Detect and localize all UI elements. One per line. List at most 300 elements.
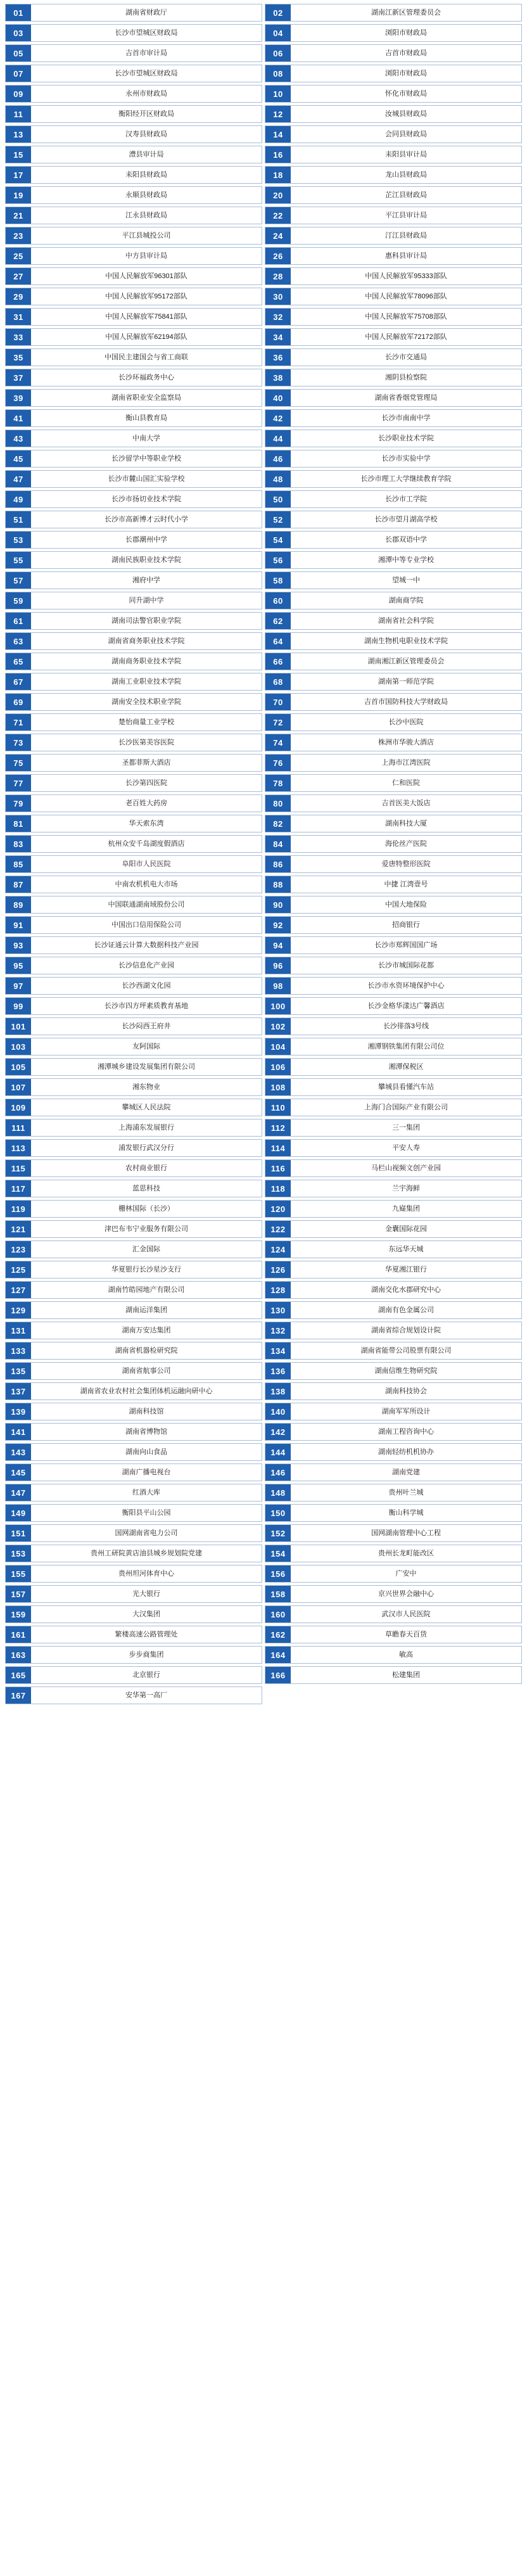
list-item-body[interactable] bbox=[265, 1240, 522, 1258]
list-item[interactable] bbox=[4, 1138, 264, 1158]
list-item-body[interactable] bbox=[5, 1139, 262, 1157]
list-item-body[interactable] bbox=[265, 409, 522, 427]
list-item-body[interactable] bbox=[265, 24, 522, 42]
list-item-body[interactable] bbox=[265, 4, 522, 22]
list-item-body[interactable] bbox=[265, 916, 522, 934]
list-item-body[interactable] bbox=[5, 1261, 262, 1278]
list-item[interactable] bbox=[264, 205, 523, 226]
list-item-body[interactable] bbox=[5, 1463, 262, 1481]
list-item[interactable] bbox=[264, 104, 523, 124]
list-item-body[interactable] bbox=[5, 1626, 262, 1643]
list-item[interactable] bbox=[4, 1118, 264, 1138]
list-item[interactable] bbox=[264, 1503, 523, 1523]
list-item-body[interactable] bbox=[5, 815, 262, 832]
list-item-body[interactable] bbox=[265, 125, 522, 143]
list-item[interactable] bbox=[264, 976, 523, 996]
list-item-body[interactable] bbox=[265, 166, 522, 184]
list-item-body[interactable] bbox=[265, 896, 522, 914]
list-item-body[interactable] bbox=[265, 855, 522, 873]
list-item-body[interactable] bbox=[5, 4, 262, 22]
list-item[interactable] bbox=[4, 226, 264, 246]
list-item-body[interactable] bbox=[5, 835, 262, 853]
list-item[interactable] bbox=[4, 895, 264, 915]
list-item-body[interactable] bbox=[5, 876, 262, 893]
list-item[interactable] bbox=[4, 266, 264, 286]
list-item[interactable] bbox=[4, 489, 264, 509]
list-item-body[interactable] bbox=[265, 1159, 522, 1177]
list-item[interactable] bbox=[264, 165, 523, 185]
list-item-body[interactable] bbox=[5, 288, 262, 305]
list-item[interactable] bbox=[264, 1381, 523, 1401]
list-item[interactable] bbox=[4, 1624, 264, 1645]
list-item-body[interactable] bbox=[5, 348, 262, 366]
list-item-body[interactable] bbox=[265, 551, 522, 569]
list-item-body[interactable] bbox=[265, 430, 522, 447]
list-item[interactable] bbox=[264, 1523, 523, 1543]
list-item[interactable] bbox=[264, 915, 523, 935]
list-item[interactable] bbox=[264, 1624, 523, 1645]
list-item-body[interactable] bbox=[265, 612, 522, 630]
list-item-body[interactable] bbox=[265, 1362, 522, 1380]
list-item[interactable] bbox=[4, 712, 264, 732]
list-item-body[interactable] bbox=[265, 1322, 522, 1339]
list-item[interactable] bbox=[264, 1422, 523, 1442]
list-item-body[interactable] bbox=[5, 1504, 262, 1522]
list-item[interactable] bbox=[264, 347, 523, 367]
list-item-body[interactable] bbox=[5, 1240, 262, 1258]
list-item-body[interactable] bbox=[265, 673, 522, 691]
list-item-body[interactable] bbox=[5, 1301, 262, 1319]
list-item[interactable] bbox=[264, 672, 523, 692]
list-item[interactable] bbox=[264, 1178, 523, 1199]
list-item-body[interactable] bbox=[5, 612, 262, 630]
list-item-body[interactable] bbox=[265, 1565, 522, 1583]
list-item-body[interactable] bbox=[5, 1443, 262, 1461]
list-item[interactable] bbox=[4, 1097, 264, 1118]
list-item-body[interactable] bbox=[5, 673, 262, 691]
list-item[interactable] bbox=[4, 428, 264, 449]
list-item-body[interactable] bbox=[265, 511, 522, 528]
list-item-body[interactable] bbox=[265, 105, 522, 123]
list-item[interactable] bbox=[4, 1016, 264, 1036]
list-item[interactable] bbox=[264, 367, 523, 388]
list-item[interactable] bbox=[264, 874, 523, 895]
list-item-body[interactable] bbox=[5, 1382, 262, 1400]
list-item-body[interactable] bbox=[5, 1099, 262, 1116]
list-item[interactable] bbox=[4, 3, 264, 23]
list-item[interactable] bbox=[264, 692, 523, 712]
list-item-body[interactable] bbox=[265, 85, 522, 103]
list-item-body[interactable] bbox=[5, 855, 262, 873]
list-item-body[interactable] bbox=[5, 1565, 262, 1583]
list-item[interactable] bbox=[4, 1503, 264, 1523]
list-item[interactable] bbox=[4, 1036, 264, 1057]
list-item[interactable] bbox=[264, 226, 523, 246]
list-item-body[interactable] bbox=[5, 1322, 262, 1339]
list-item[interactable] bbox=[4, 43, 264, 63]
list-item-body[interactable] bbox=[265, 1666, 522, 1684]
list-item-body[interactable] bbox=[265, 450, 522, 468]
list-item-body[interactable] bbox=[265, 186, 522, 204]
list-item-body[interactable] bbox=[5, 369, 262, 386]
list-item[interactable] bbox=[4, 955, 264, 976]
list-item[interactable] bbox=[264, 509, 523, 530]
list-item-body[interactable] bbox=[265, 571, 522, 589]
list-item[interactable] bbox=[4, 1685, 264, 1706]
list-item-body[interactable] bbox=[265, 348, 522, 366]
list-item[interactable] bbox=[4, 935, 264, 955]
list-item-body[interactable] bbox=[5, 957, 262, 974]
list-item-body[interactable] bbox=[5, 146, 262, 163]
list-item[interactable] bbox=[264, 1138, 523, 1158]
list-item-body[interactable] bbox=[5, 531, 262, 549]
list-item-body[interactable] bbox=[5, 85, 262, 103]
list-item-body[interactable] bbox=[5, 247, 262, 265]
list-item[interactable] bbox=[4, 63, 264, 84]
list-item-body[interactable] bbox=[5, 44, 262, 62]
list-item[interactable] bbox=[264, 408, 523, 428]
list-item[interactable] bbox=[264, 611, 523, 631]
list-item[interactable] bbox=[4, 672, 264, 692]
list-item[interactable] bbox=[264, 1442, 523, 1462]
list-item[interactable] bbox=[4, 976, 264, 996]
list-item[interactable] bbox=[264, 246, 523, 266]
list-item[interactable] bbox=[264, 1259, 523, 1280]
list-item-body[interactable] bbox=[265, 267, 522, 285]
list-item-body[interactable] bbox=[265, 1281, 522, 1299]
list-item-body[interactable] bbox=[5, 308, 262, 326]
list-item-body[interactable] bbox=[5, 1646, 262, 1664]
list-item-body[interactable] bbox=[265, 1058, 522, 1076]
list-item[interactable] bbox=[264, 1199, 523, 1219]
list-item[interactable] bbox=[264, 732, 523, 753]
list-item[interactable] bbox=[264, 955, 523, 976]
list-item[interactable] bbox=[264, 1016, 523, 1036]
list-item[interactable] bbox=[4, 732, 264, 753]
list-item[interactable] bbox=[4, 246, 264, 266]
list-item-body[interactable] bbox=[5, 734, 262, 751]
list-item[interactable] bbox=[4, 692, 264, 712]
list-item[interactable] bbox=[264, 1543, 523, 1564]
list-item-body[interactable] bbox=[5, 653, 262, 670]
list-item[interactable] bbox=[4, 205, 264, 226]
list-item-body[interactable] bbox=[265, 146, 522, 163]
list-item[interactable] bbox=[4, 449, 264, 469]
list-item[interactable] bbox=[4, 753, 264, 773]
list-item-body[interactable] bbox=[265, 369, 522, 386]
list-item-body[interactable] bbox=[265, 977, 522, 995]
list-item[interactable] bbox=[4, 1158, 264, 1178]
list-item[interactable] bbox=[264, 773, 523, 793]
list-item-body[interactable] bbox=[5, 1524, 262, 1542]
list-item[interactable] bbox=[4, 631, 264, 651]
list-item[interactable] bbox=[4, 570, 264, 590]
list-item[interactable] bbox=[264, 1239, 523, 1259]
list-item[interactable] bbox=[264, 530, 523, 550]
list-item[interactable] bbox=[264, 895, 523, 915]
list-item-body[interactable] bbox=[5, 592, 262, 609]
list-item[interactable] bbox=[264, 1401, 523, 1422]
list-item[interactable] bbox=[4, 854, 264, 874]
list-item[interactable] bbox=[4, 1442, 264, 1462]
list-item[interactable] bbox=[264, 124, 523, 144]
list-item-body[interactable] bbox=[265, 1504, 522, 1522]
list-item-body[interactable] bbox=[265, 1646, 522, 1664]
list-item[interactable] bbox=[264, 1584, 523, 1604]
list-item-body[interactable] bbox=[265, 1099, 522, 1116]
list-item[interactable] bbox=[4, 1422, 264, 1442]
list-item-body[interactable] bbox=[5, 125, 262, 143]
list-item-body[interactable] bbox=[265, 1038, 522, 1055]
list-item[interactable] bbox=[4, 550, 264, 570]
list-item[interactable] bbox=[264, 813, 523, 834]
list-item-body[interactable] bbox=[5, 430, 262, 447]
list-item-body[interactable] bbox=[5, 1078, 262, 1096]
list-item-body[interactable] bbox=[265, 1443, 522, 1461]
list-item-body[interactable] bbox=[5, 1180, 262, 1197]
list-item-body[interactable] bbox=[5, 1119, 262, 1137]
list-item[interactable] bbox=[4, 1665, 264, 1685]
list-item-body[interactable] bbox=[265, 1119, 522, 1137]
list-item-body[interactable] bbox=[5, 1362, 262, 1380]
list-item[interactable] bbox=[4, 530, 264, 550]
list-item-body[interactable] bbox=[265, 227, 522, 245]
list-item-body[interactable] bbox=[265, 936, 522, 954]
list-item[interactable] bbox=[264, 1665, 523, 1685]
list-item[interactable] bbox=[4, 367, 264, 388]
list-item-body[interactable] bbox=[5, 1403, 262, 1420]
list-item[interactable] bbox=[4, 1584, 264, 1604]
list-item-body[interactable] bbox=[265, 713, 522, 731]
list-item[interactable] bbox=[264, 935, 523, 955]
list-item-body[interactable] bbox=[265, 734, 522, 751]
list-item[interactable] bbox=[264, 1482, 523, 1503]
list-item-body[interactable] bbox=[5, 571, 262, 589]
list-item-body[interactable] bbox=[265, 693, 522, 711]
list-item[interactable] bbox=[4, 1645, 264, 1665]
list-item[interactable] bbox=[264, 1097, 523, 1118]
list-item-body[interactable] bbox=[5, 186, 262, 204]
list-item-body[interactable] bbox=[265, 957, 522, 974]
list-item-body[interactable] bbox=[265, 1220, 522, 1238]
list-item-body[interactable] bbox=[5, 1423, 262, 1441]
list-item[interactable] bbox=[4, 996, 264, 1016]
list-item-body[interactable] bbox=[5, 490, 262, 508]
list-item-body[interactable] bbox=[265, 1484, 522, 1502]
list-item-body[interactable] bbox=[5, 409, 262, 427]
list-item[interactable] bbox=[264, 1158, 523, 1178]
list-item[interactable] bbox=[264, 1036, 523, 1057]
list-item-body[interactable] bbox=[265, 1463, 522, 1481]
list-item[interactable] bbox=[264, 449, 523, 469]
list-item-body[interactable] bbox=[265, 876, 522, 893]
list-item[interactable] bbox=[4, 915, 264, 935]
list-item[interactable] bbox=[264, 469, 523, 489]
list-item[interactable] bbox=[4, 84, 264, 104]
list-item-body[interactable] bbox=[5, 511, 262, 528]
list-item-body[interactable] bbox=[5, 713, 262, 731]
list-item[interactable] bbox=[264, 1118, 523, 1138]
list-item[interactable] bbox=[264, 327, 523, 347]
list-item-body[interactable] bbox=[265, 328, 522, 346]
list-item-body[interactable] bbox=[5, 166, 262, 184]
list-item[interactable] bbox=[4, 469, 264, 489]
list-item[interactable] bbox=[4, 1543, 264, 1564]
list-item[interactable] bbox=[4, 1604, 264, 1624]
list-item[interactable] bbox=[264, 286, 523, 307]
list-item[interactable] bbox=[264, 23, 523, 43]
list-item-body[interactable] bbox=[265, 490, 522, 508]
list-item[interactable] bbox=[4, 124, 264, 144]
list-item-body[interactable] bbox=[265, 1017, 522, 1035]
list-item-body[interactable] bbox=[265, 531, 522, 549]
list-item-body[interactable] bbox=[265, 1403, 522, 1420]
list-item[interactable] bbox=[264, 854, 523, 874]
list-item-body[interactable] bbox=[265, 774, 522, 792]
list-item[interactable] bbox=[4, 327, 264, 347]
list-item[interactable] bbox=[4, 1320, 264, 1341]
list-item[interactable] bbox=[264, 63, 523, 84]
list-item-body[interactable] bbox=[5, 24, 262, 42]
list-item[interactable] bbox=[4, 1219, 264, 1239]
list-item-body[interactable] bbox=[5, 1058, 262, 1076]
list-item-body[interactable] bbox=[265, 1545, 522, 1562]
list-item-body[interactable] bbox=[5, 1545, 262, 1562]
list-item[interactable] bbox=[264, 3, 523, 23]
list-item[interactable] bbox=[264, 1645, 523, 1665]
list-item[interactable] bbox=[4, 388, 264, 408]
list-item-body[interactable] bbox=[265, 1301, 522, 1319]
list-item-body[interactable] bbox=[5, 632, 262, 650]
list-item[interactable] bbox=[4, 1482, 264, 1503]
list-item-body[interactable] bbox=[265, 1139, 522, 1157]
list-item[interactable] bbox=[264, 1361, 523, 1381]
list-item-body[interactable] bbox=[265, 1605, 522, 1623]
list-item[interactable] bbox=[4, 286, 264, 307]
list-item[interactable] bbox=[4, 408, 264, 428]
list-item-body[interactable] bbox=[5, 1281, 262, 1299]
list-item[interactable] bbox=[4, 144, 264, 165]
list-item[interactable] bbox=[4, 874, 264, 895]
list-item-body[interactable] bbox=[5, 1017, 262, 1035]
list-item-body[interactable] bbox=[5, 1585, 262, 1603]
list-item-body[interactable] bbox=[265, 247, 522, 265]
list-item[interactable] bbox=[264, 307, 523, 327]
list-item-body[interactable] bbox=[5, 693, 262, 711]
list-item[interactable] bbox=[4, 1381, 264, 1401]
list-item[interactable] bbox=[264, 43, 523, 63]
list-item-body[interactable] bbox=[265, 1382, 522, 1400]
list-item[interactable] bbox=[4, 1239, 264, 1259]
list-item[interactable] bbox=[4, 611, 264, 631]
list-item[interactable] bbox=[4, 165, 264, 185]
list-item-body[interactable] bbox=[265, 754, 522, 772]
list-item-body[interactable] bbox=[5, 450, 262, 468]
list-item-body[interactable] bbox=[5, 207, 262, 224]
list-item-body[interactable] bbox=[265, 835, 522, 853]
list-item[interactable] bbox=[264, 570, 523, 590]
list-item[interactable] bbox=[4, 1300, 264, 1320]
list-item-body[interactable] bbox=[265, 1626, 522, 1643]
list-item-body[interactable] bbox=[5, 470, 262, 488]
list-item-body[interactable] bbox=[265, 44, 522, 62]
list-item[interactable] bbox=[264, 1320, 523, 1341]
list-item[interactable] bbox=[4, 104, 264, 124]
list-item[interactable] bbox=[264, 144, 523, 165]
list-item[interactable] bbox=[4, 1341, 264, 1361]
list-item-body[interactable] bbox=[5, 774, 262, 792]
list-item[interactable] bbox=[4, 590, 264, 611]
list-item-body[interactable] bbox=[265, 470, 522, 488]
list-item-body[interactable] bbox=[5, 328, 262, 346]
list-item[interactable] bbox=[4, 347, 264, 367]
list-item-body[interactable] bbox=[5, 977, 262, 995]
list-item-body[interactable] bbox=[265, 1585, 522, 1603]
list-item-body[interactable] bbox=[265, 1261, 522, 1278]
list-item[interactable] bbox=[264, 1300, 523, 1320]
list-item[interactable] bbox=[4, 834, 264, 854]
list-item[interactable] bbox=[4, 813, 264, 834]
list-item[interactable] bbox=[264, 834, 523, 854]
list-item-body[interactable] bbox=[5, 997, 262, 1015]
list-item[interactable] bbox=[264, 996, 523, 1016]
list-item[interactable] bbox=[264, 1462, 523, 1482]
list-item[interactable] bbox=[4, 793, 264, 813]
list-item[interactable] bbox=[4, 185, 264, 205]
list-item-body[interactable] bbox=[265, 288, 522, 305]
list-item-body[interactable] bbox=[265, 815, 522, 832]
list-item-body[interactable] bbox=[5, 916, 262, 934]
list-item[interactable] bbox=[4, 1057, 264, 1077]
list-item[interactable] bbox=[264, 1280, 523, 1300]
list-item[interactable] bbox=[4, 1523, 264, 1543]
list-item-body[interactable] bbox=[5, 1484, 262, 1502]
list-item[interactable] bbox=[264, 631, 523, 651]
list-item[interactable] bbox=[264, 1341, 523, 1361]
list-item-body[interactable] bbox=[265, 1423, 522, 1441]
list-item[interactable] bbox=[264, 651, 523, 672]
list-item-body[interactable] bbox=[265, 1524, 522, 1542]
list-item-body[interactable] bbox=[5, 1038, 262, 1055]
list-item-body[interactable] bbox=[5, 1159, 262, 1177]
list-item-body[interactable] bbox=[265, 65, 522, 82]
list-item-body[interactable] bbox=[5, 1605, 262, 1623]
list-item-body[interactable] bbox=[5, 551, 262, 569]
list-item[interactable] bbox=[4, 651, 264, 672]
list-item-body[interactable] bbox=[265, 1200, 522, 1218]
list-item[interactable] bbox=[4, 1280, 264, 1300]
list-item-body[interactable] bbox=[5, 1220, 262, 1238]
list-item-body[interactable] bbox=[5, 754, 262, 772]
list-item[interactable] bbox=[264, 185, 523, 205]
list-item-body[interactable] bbox=[5, 936, 262, 954]
list-item-body[interactable] bbox=[5, 1687, 262, 1704]
list-item-body[interactable] bbox=[265, 653, 522, 670]
list-item[interactable] bbox=[264, 489, 523, 509]
list-item[interactable] bbox=[4, 1178, 264, 1199]
list-item[interactable] bbox=[4, 1077, 264, 1097]
list-item-body[interactable] bbox=[265, 632, 522, 650]
list-item[interactable] bbox=[264, 428, 523, 449]
list-item-body[interactable] bbox=[265, 1342, 522, 1360]
list-item-body[interactable] bbox=[265, 794, 522, 812]
list-item[interactable] bbox=[264, 388, 523, 408]
list-item-body[interactable] bbox=[265, 592, 522, 609]
list-item[interactable] bbox=[4, 1361, 264, 1381]
list-item-body[interactable] bbox=[265, 1078, 522, 1096]
list-item[interactable] bbox=[4, 509, 264, 530]
list-item-body[interactable] bbox=[5, 227, 262, 245]
